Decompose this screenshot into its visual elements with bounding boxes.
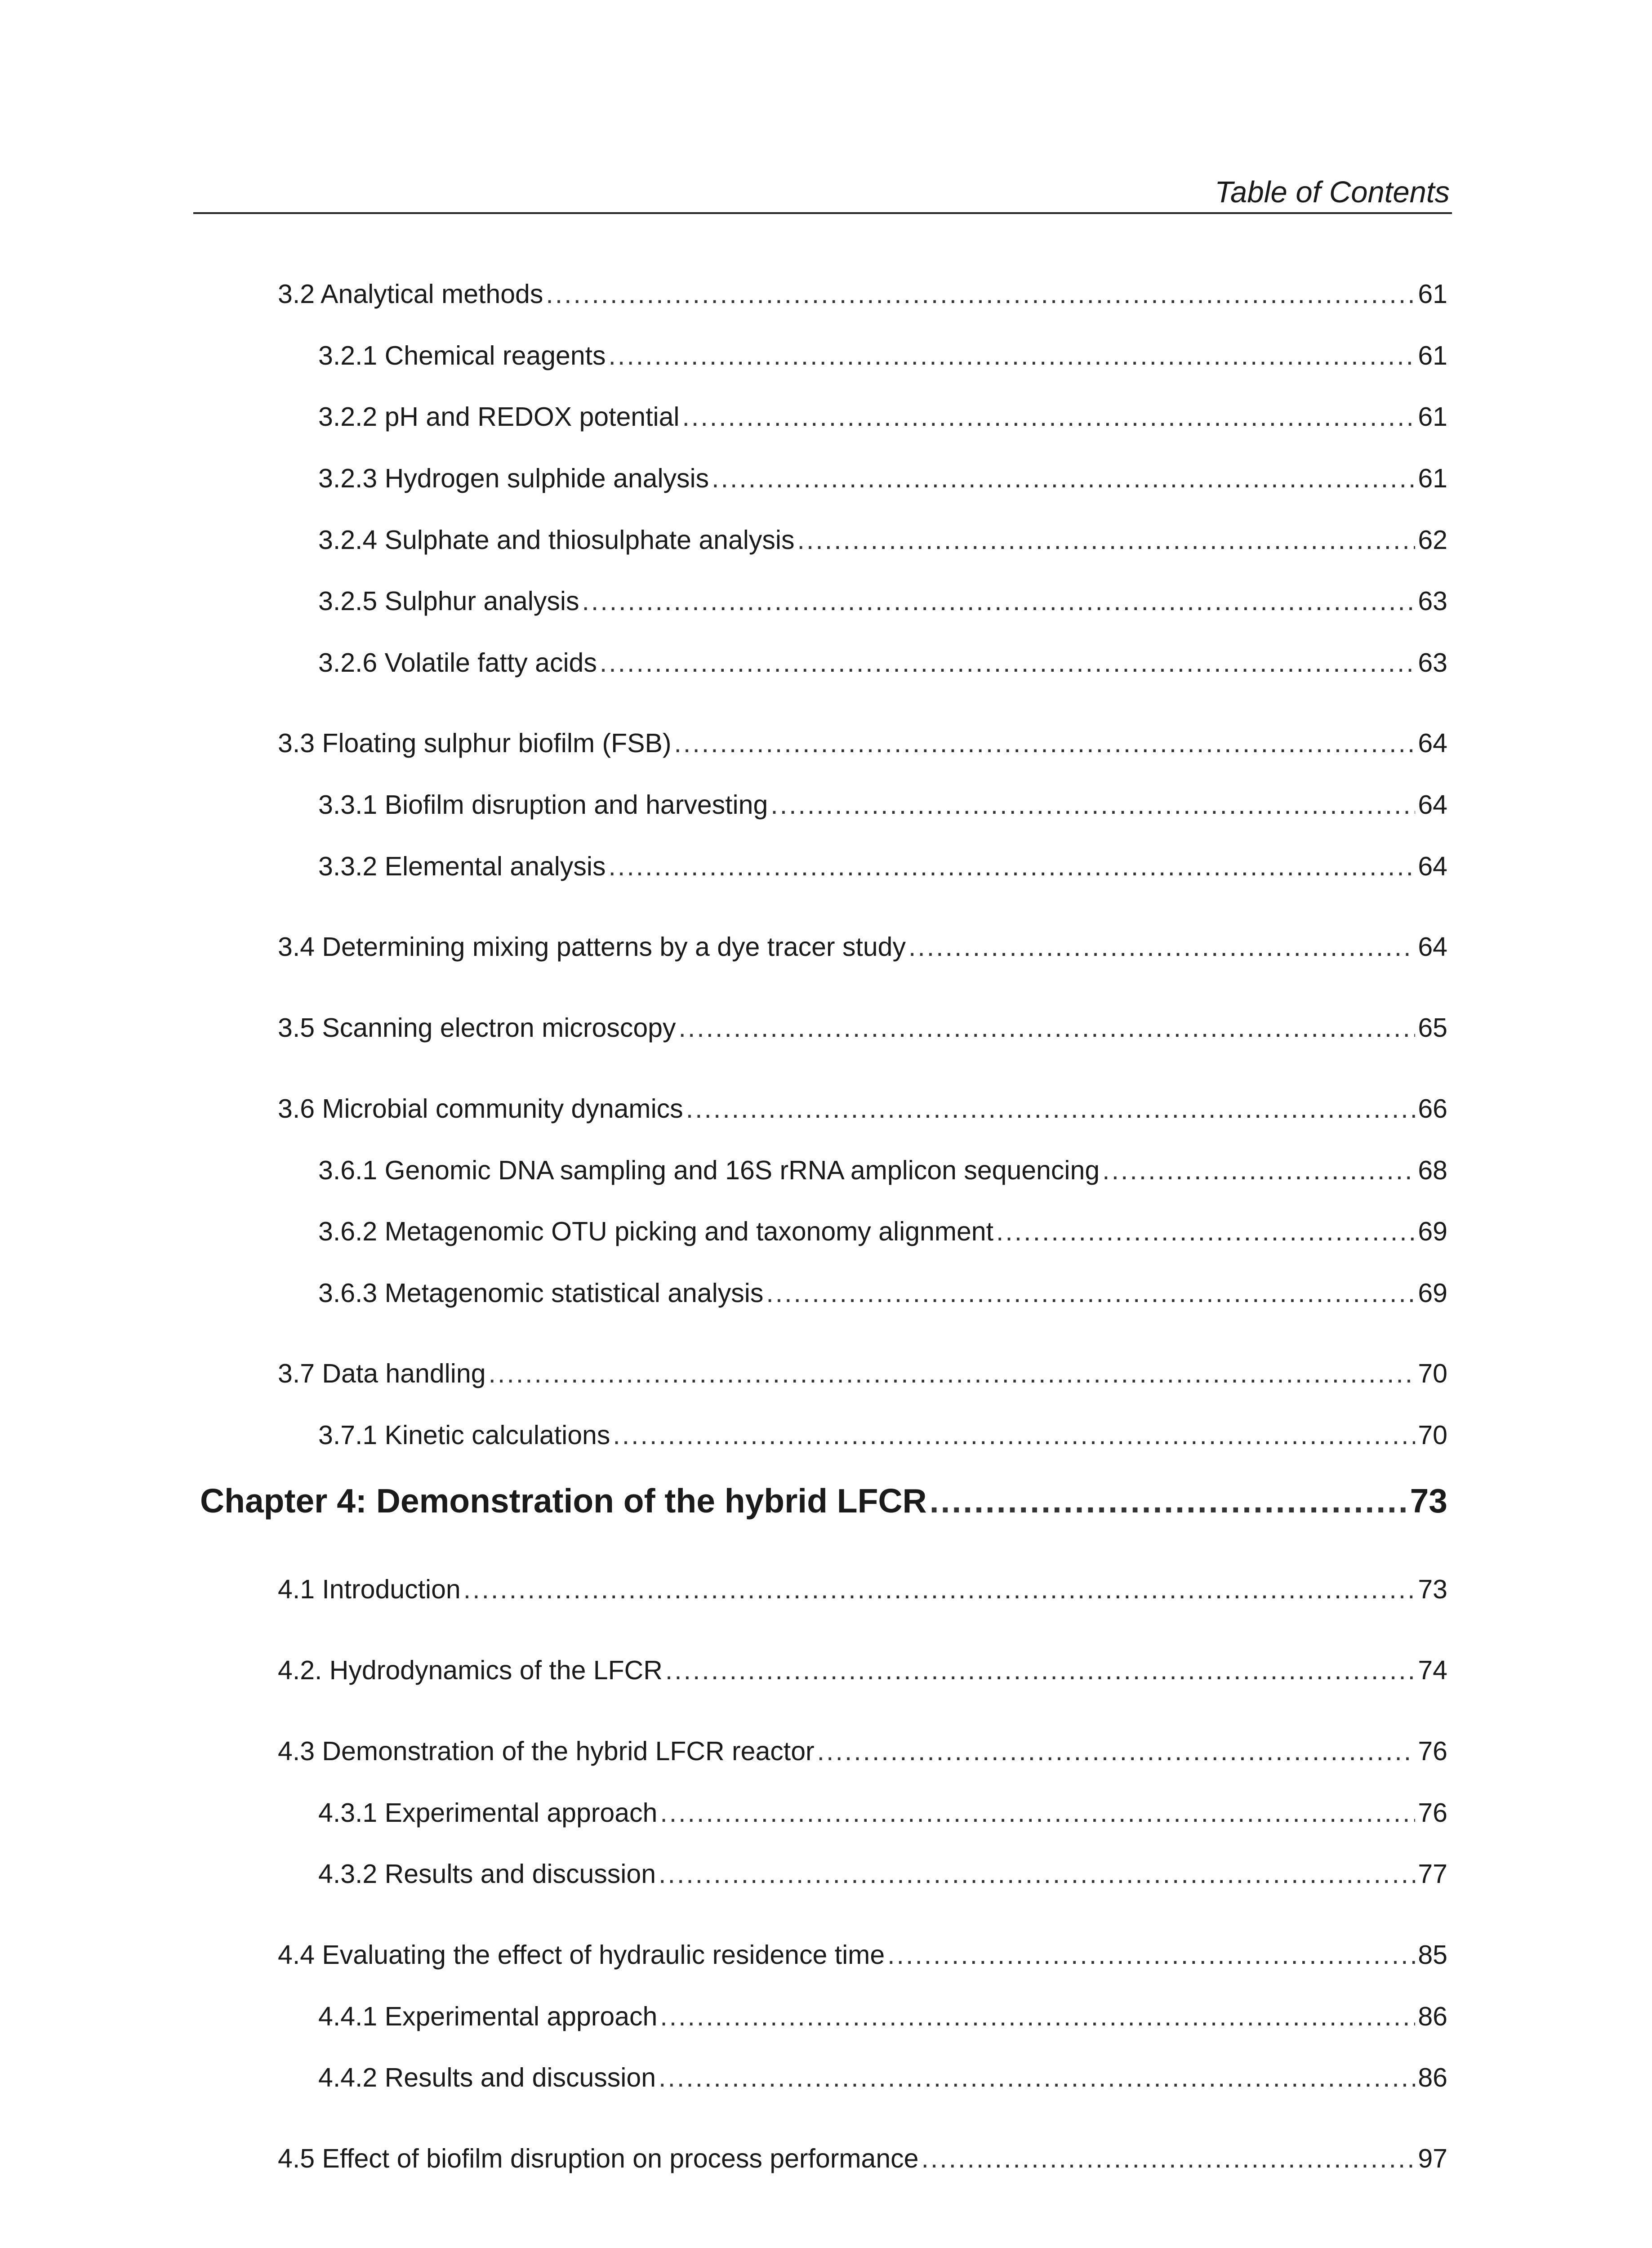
toc-leader-dots <box>463 1573 1416 1606</box>
toc-entry-title: 3.2.4 Sulphate and thiosulphate analysis <box>318 525 795 555</box>
toc-entry-title: 3.6.2 Metagenomic OTU picking and taxonomy alignment <box>318 1217 993 1246</box>
toc-leader-dots <box>712 462 1415 495</box>
toc-entry-page: 66 <box>1418 1094 1447 1124</box>
toc-entry-page: 62 <box>1418 525 1447 555</box>
toc-entry-title: 3.2.2 pH and REDOX potential <box>318 402 680 432</box>
toc-entry-page: 77 <box>1418 1859 1447 1889</box>
toc-entry-page: 86 <box>1418 2002 1447 2031</box>
toc-entry[interactable] <box>278 2142 1447 2175</box>
toc-entry-title: 4.4.1 Experimental approach <box>318 2002 658 2031</box>
toc-entry-title: 3.6.3 Metagenomic statistical analysis <box>318 1278 764 1308</box>
toc-entry-page: 61 <box>1418 464 1447 493</box>
toc-leader-dots <box>660 1797 1415 1829</box>
toc-entry-page: 97 <box>1418 2144 1447 2173</box>
toc-leader-dots <box>489 1357 1416 1390</box>
toc-entry[interactable] <box>318 524 1447 556</box>
toc-chapter-entry[interactable] <box>200 1481 1447 1521</box>
toc-entry[interactable] <box>318 789 1447 821</box>
toc-entry-page: 76 <box>1418 1798 1447 1828</box>
toc-entry-page: 70 <box>1418 1359 1447 1388</box>
toc-leader-dots <box>682 401 1416 433</box>
toc-entry-title: 3.6.1 Genomic DNA sampling and 16S rRNA amplicon sequencing <box>318 1155 1100 1185</box>
toc-leader-dots <box>797 524 1416 556</box>
toc-entry-title: 3.2.5 Sulphur analysis <box>318 586 579 616</box>
toc-entry-title: 4.4.2 Results and discussion <box>318 2063 656 2092</box>
toc-entry[interactable] <box>318 1154 1447 1186</box>
toc-leader-dots <box>921 2142 1415 2175</box>
toc-entry-title: 3.3.1 Biofilm disruption and harvesting <box>318 790 768 820</box>
toc-entry[interactable] <box>318 1797 1447 1829</box>
toc-entry-title: 3.2 Analytical methods <box>278 279 543 309</box>
toc-leader-dots <box>659 1858 1415 1890</box>
toc-entry[interactable] <box>278 1939 1447 1971</box>
toc-entry-title: 4.3.2 Results and discussion <box>318 1859 656 1889</box>
toc-entry-page: 85 <box>1418 1940 1447 1970</box>
toc-entry-page: 64 <box>1418 790 1447 820</box>
toc-entry-page: 61 <box>1418 402 1447 432</box>
toc-entry[interactable] <box>318 585 1447 617</box>
toc-entry-title: 3.2.1 Chemical reagents <box>318 341 606 370</box>
toc-entry-page: 63 <box>1418 648 1447 678</box>
toc-entry[interactable] <box>278 1093 1447 1125</box>
toc-entry-page: 73 <box>1418 1574 1447 1604</box>
toc-entry-title: 4.4 Evaluating the effect of hydraulic residence time <box>278 1940 885 1970</box>
running-header-title: Table of Contents <box>1215 175 1450 209</box>
toc-entry-title: 3.3.2 Elemental analysis <box>318 852 606 881</box>
toc-entry-page: 64 <box>1418 852 1447 881</box>
toc-leader-dots <box>770 789 1415 821</box>
toc-entry[interactable] <box>278 1012 1447 1044</box>
toc-entry-title: 4.1 Introduction <box>278 1574 461 1604</box>
toc-entry-title: 3.2.6 Volatile fatty acids <box>318 648 597 678</box>
toc-entry[interactable] <box>318 1277 1447 1309</box>
toc-leader-dots <box>887 1939 1415 1971</box>
toc-leader-dots <box>766 1277 1415 1309</box>
toc-entry[interactable] <box>318 1858 1447 1890</box>
toc-entry[interactable] <box>318 2000 1447 2033</box>
toc-entry[interactable] <box>318 647 1447 679</box>
toc-leader-dots <box>660 2000 1415 2033</box>
toc-entry[interactable] <box>318 1215 1447 1248</box>
toc-leader-dots <box>908 931 1415 963</box>
toc-entry-title: 3.3 Floating sulphur biofilm (FSB) <box>278 728 672 758</box>
toc-entry-title: 4.5 Effect of biofilm disruption on process performance <box>278 2144 919 2173</box>
toc-entry-page: 65 <box>1418 1013 1447 1043</box>
toc-leader-dots <box>665 1654 1416 1686</box>
toc-entry-page: 61 <box>1418 341 1447 370</box>
toc-leader-dots <box>600 647 1415 679</box>
toc-entry-page: 64 <box>1418 728 1447 758</box>
toc-entry-page: 68 <box>1418 1155 1447 1185</box>
toc-entry[interactable] <box>318 401 1447 433</box>
toc-chapter-title: Chapter 4: Demonstration of the hybrid LFCR <box>200 1482 927 1520</box>
toc-leader-dots <box>613 1419 1415 1451</box>
toc-entry-page: 69 <box>1418 1217 1447 1246</box>
toc-entry[interactable] <box>318 850 1447 883</box>
toc-entry-page: 64 <box>1418 932 1447 962</box>
toc-entry-title: 3.6 Microbial community dynamics <box>278 1094 683 1124</box>
toc-entry-page: 76 <box>1418 1736 1447 1766</box>
toc-entry[interactable] <box>278 1735 1447 1767</box>
toc-leader-dots <box>686 1093 1416 1125</box>
toc-leader-dots <box>817 1735 1416 1767</box>
toc-entry[interactable] <box>278 1654 1447 1686</box>
toc-entry-title: 4.3 Demonstration of the hybrid LFCR reactor <box>278 1736 815 1766</box>
toc-leader-dots <box>609 339 1416 372</box>
toc-entry[interactable] <box>278 1573 1447 1606</box>
toc-entry-page: 69 <box>1418 1278 1447 1308</box>
toc-entry-page: 86 <box>1418 2063 1447 2092</box>
toc-entry-page: 74 <box>1418 1655 1447 1685</box>
toc-entry[interactable] <box>278 727 1447 759</box>
toc-leader-dots <box>674 727 1416 759</box>
toc-leader-dots <box>609 850 1416 883</box>
toc-entry-page: 70 <box>1418 1420 1447 1450</box>
toc-entry-title: 3.5 Scanning electron microscopy <box>278 1013 676 1043</box>
toc-entry-title: 4.2. Hydrodynamics of the LFCR <box>278 1655 663 1685</box>
toc-leader-dots <box>659 2061 1415 2094</box>
toc-entry-title: 3.7.1 Kinetic calculations <box>318 1420 610 1450</box>
toc-entry[interactable] <box>318 339 1447 372</box>
toc-leader-dots <box>546 278 1415 310</box>
toc-leader-dots <box>582 585 1416 617</box>
toc-entry[interactable] <box>278 1357 1447 1390</box>
toc-entry-title: 3.7 Data handling <box>278 1359 486 1388</box>
toc-entry[interactable] <box>318 2061 1447 2094</box>
toc-entry[interactable] <box>318 462 1447 495</box>
toc-leader-dots <box>678 1012 1415 1044</box>
toc-entry-title: 3.2.3 Hydrogen sulphide analysis <box>318 464 709 493</box>
toc-leader-dots <box>1102 1154 1415 1186</box>
toc-chapter-page: 73 <box>1410 1482 1447 1520</box>
toc-entry-title: 3.4 Determining mixing patterns by a dye tracer study <box>278 932 906 962</box>
toc-entry-page: 61 <box>1418 279 1447 309</box>
toc-entry-page: 63 <box>1418 586 1447 616</box>
toc-entry[interactable] <box>278 931 1447 963</box>
toc-leader-dots <box>930 1481 1407 1521</box>
toc-entry[interactable] <box>278 278 1447 310</box>
toc-entry[interactable] <box>318 1419 1447 1451</box>
toc-entry-title: 4.3.1 Experimental approach <box>318 1798 658 1828</box>
toc-leader-dots <box>996 1215 1415 1248</box>
